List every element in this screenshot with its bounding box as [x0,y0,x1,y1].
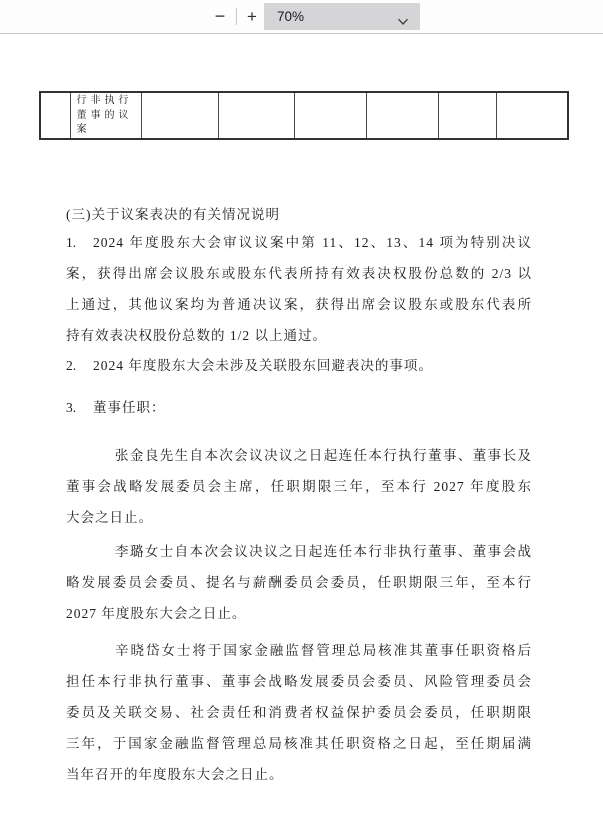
text-line: 李璐女士自本次会议决议之日起连任本行非执行董事、董事会战 [115,544,532,559]
table-cell [294,92,366,139]
paragraph-li-lu [66,536,532,629]
zoom-level-select[interactable] [264,3,420,30]
table-cell [496,92,568,139]
table-cell [40,92,70,139]
zoom-out-button[interactable]: − [214,6,226,26]
text-line: 1. 2024 年度股东大会审议议案中第 11、12、13、14 项为特别决议 [66,227,532,258]
table-cell [438,92,496,139]
text-line: 担任本行非执行董事、董事会战略发展委员会委员、风险管理委员会 [66,674,532,689]
text-line: 张金良先生自本次会议决议之日起连任本行执行董事、董事长及 [115,448,532,463]
text-line: 案，获得出席会议股东或股东代表所持有效表决权股份总数的 2/3 以 [66,266,532,281]
table-cell [218,92,294,139]
text-line: 辛晓岱女士将于国家金融监督管理总局核准其董事任职资格后 [115,643,532,658]
pdf-zoom-toolbar [0,0,603,34]
list-number: 1. [66,235,77,250]
pdf-page [0,34,603,839]
paragraph-zhang-jinliang [66,440,532,533]
text-line: (三)关于议案表决的有关情况说明 [66,207,280,222]
zoom-level-value: 70% [277,9,305,24]
text-line: 2027 年度股东大会之日止。 [66,606,247,621]
chevron-down-icon [397,13,409,21]
paragraph-no-abstention [66,350,532,381]
list-number: 2. [66,358,77,373]
text-line: 三年，于国家金融监督管理总局核准其任职资格之日起，至任期届满 [66,736,532,751]
text-line: 董事会战略发展委员会主席，任职期限三年，至本行 2027 年度股东 [66,479,532,494]
zoom-in-button[interactable]: + [247,6,257,26]
table-cell [70,92,141,139]
paragraph-xin-xiaodai [66,635,532,790]
text-line: 持有效表决权股份总数的 1/2 以上通过。 [66,328,328,343]
text-line: 当年召开的年度股东大会之日止。 [66,767,284,782]
table-cell [366,92,438,139]
continuation-table [39,91,569,140]
text-line: 委员及关联交易、社会责任和消费者权益保护委员会委员，任职期限 [66,705,532,720]
text-line: 上通过，其他议案均为普通决议案，获得出席会议股东或股东代表所 [66,297,532,312]
paragraph-director-appointments [66,392,532,423]
section-heading [66,199,532,230]
text-line: 3. 董事任职： [66,392,532,423]
directors-proposal-cell-text: 行非执行董事的议案 [76,95,133,136]
table-cell [141,92,218,139]
list-number: 3. [66,400,77,415]
text-line: 大会之日止。 [66,510,153,525]
paragraph-special-resolutions [66,227,532,351]
text-line: 2. 2024 年度股东大会未涉及关联股东回避表决的事项。 [66,350,532,381]
text-line: 略发展委员会委员、提名与薪酬委员会委员，任职期限三年，至本行 [66,575,532,590]
table-row [40,92,568,139]
